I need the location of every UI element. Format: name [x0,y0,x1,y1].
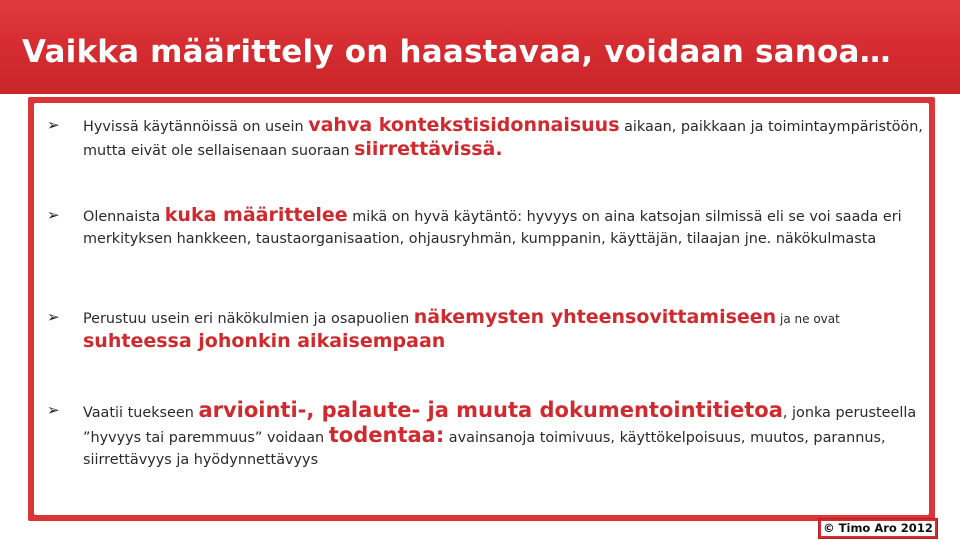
text-run: Vaatii tuekseen [83,405,199,421]
bullet-text [83,204,927,250]
text-run: , jonka perusteella ”hyvyys tai paremmuus” voidaan [83,405,917,446]
content-panel-inner [34,103,929,515]
bullet-text [83,114,927,162]
emphasis-run: arviointi-, palaute- ja muuta dokumentointitietoa [198,398,783,422]
text-run: ja ne ovat [776,312,840,326]
emphasis-run: siirrettävissä. [354,138,503,160]
arrow-bullet-icon: ➢ [47,401,60,419]
copyright-text: © Timo Aro 2012 [821,521,935,536]
bullet-item [47,204,927,250]
slide-title: Vaikka määrittely on haastavaa, voidaan sanoa… [22,34,891,70]
emphasis-run: suhteessa johonkin aikaisempaan [83,330,446,352]
emphasis-run: todentaa: [328,423,445,447]
content-panel [28,97,935,521]
emphasis-run: vahva kontekstisidonnaisuus [308,114,620,136]
arrow-bullet-icon: ➢ [47,116,60,134]
bullet-item [47,306,927,354]
arrow-bullet-icon: ➢ [47,308,60,326]
bullet-text [83,399,927,471]
copyright-badge [818,518,938,539]
arrow-bullet-icon: ➢ [47,206,60,224]
emphasis-run: kuka määrittelee [164,204,348,226]
bullet-item [47,114,927,162]
bullet-item [47,399,927,471]
text-run: avainsanoja toimivuus, käyttökelpoisuus, muutos, parannus, siirrettävyys ja hyödynnettävyys [83,430,886,468]
bullet-text [83,306,927,354]
text-run: Hyvissä käytännöissä on usein [83,119,309,135]
text-run: Olennaista [83,209,165,225]
text-run: aikaan, paikkaan ja toimintaympäristöön, mutta eivät ole sellaisenaan suoraan [83,119,923,159]
emphasis-run: näkemysten yhteensovittamiseen [413,306,777,328]
title-bar [0,0,960,94]
text-run: mikä on hyvä käytäntö: hyvyys on aina katsojan silmissä eli se voi saada eri merkityksen hankkeen, taustaorganisaation, ohjausryhmän, kumppanin, käyttäjän, tilaajan jne. näkökulmasta [83,209,902,247]
text-run: Perustuu usein eri näkökulmien ja osapuolien [83,311,414,327]
